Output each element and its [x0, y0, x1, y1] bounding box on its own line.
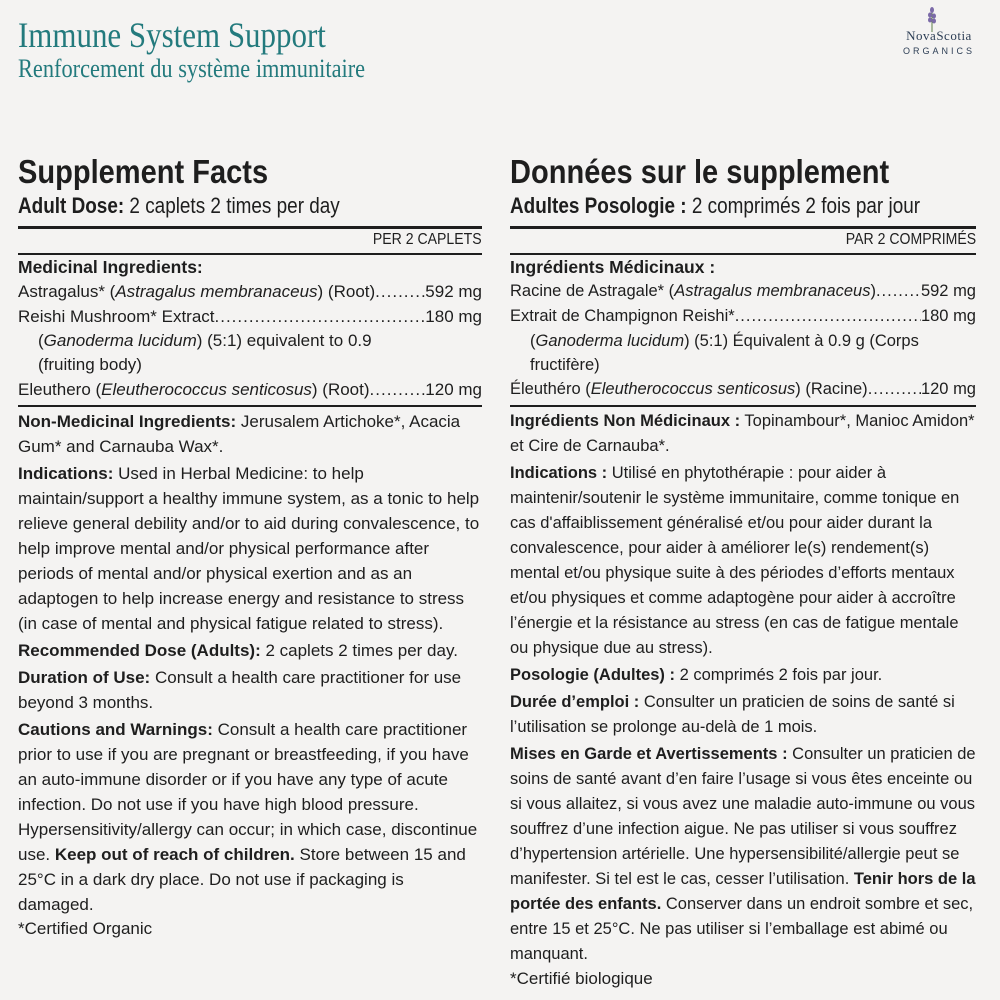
medicinal-heading: Ingrédients Médicinaux : — [510, 257, 716, 277]
section-title: Données sur le supplement — [510, 153, 890, 190]
dose-label: Adultes Posologie : — [510, 193, 687, 218]
duration: Duration of Use: Consult a health care practitioner for use beyond 3 months. — [18, 668, 462, 712]
title-french: Renforcement du système immunitaire — [18, 54, 366, 83]
indications: Indications : Utilisé en phytothérapie : pour aider à maintenir/soutenir le système immunitaire, comme tonique en cas d'affaiblissement généralisé et/ou pour aider durant la convalescence, pour aider à améliorer le(s) rendement(s) mental et/ou physique suite à des périodes d’efforts mentaux et/ou physiques et comme adaptogène pour aider à accroître l’énergie et la résistance au stress (en cas de fatigue mentale ou physique due au stress). — [510, 464, 960, 657]
ingredient-row: Astragalus* (Astragalus membranaceus) (Root) ..... 592 mg — [18, 279, 482, 304]
ingredient-detail: (Ganoderma lucidum) (5:1) Équivalent à 0.9 g (Corps fructifère) — [530, 332, 919, 374]
adult-dose — [510, 192, 921, 220]
cautions: Cautions and Warnings: Consult a health care practitioner prior to use if you are pregnant or breastfeeding, if you have an auto-immune disorder or if you have any type of acute infection. Do not use if you have high blood pressure. Hypersensitivity/allergy can occur; in which case, discontinue use. Keep out of reach of children. Store between 15 and 25°C in a dark dry place. Do not use if packaging is damaged. — [18, 720, 478, 914]
footnote: *Certifié biologique — [510, 969, 653, 988]
brand-name: NovaScotia — [906, 28, 972, 43]
supplement-facts-fr — [510, 152, 976, 991]
title-english: Immune System Support — [18, 15, 326, 55]
footnote: *Certified Organic — [18, 919, 153, 938]
posology: Posologie (Adultes) : 2 comprimés 2 fois par jour. — [510, 666, 883, 684]
per-serving — [510, 229, 976, 253]
recommended-dose: Recommended Dose (Adults): 2 caplets 2 times per day. — [18, 641, 458, 660]
ingredient-row: Reishi Mushroom* Extract ..... 180 mg — [18, 304, 482, 329]
ingredient-row: Racine de Astragale* (Astragalus membranaceus) ..... 592 mg — [510, 279, 976, 304]
divider — [18, 405, 482, 407]
indications: Indications: Used in Herbal Medicine: to help maintain/support a healthy immune system, as a tonic to help relieve general debility and/or to aid during convalescence, to help improve mental and/or physical performance after periods of mental and/or physical exertion and as an adaptogen to help increase energy and resistance to stress (in case of mental and physical fatigue related to stress). — [18, 464, 480, 633]
divider — [510, 405, 976, 407]
per-serving — [18, 229, 482, 253]
brand-logo — [888, 6, 990, 64]
medicinal-heading: Medicinal Ingredients: — [18, 257, 203, 277]
duration: Durée d’emploi : Consulter un praticien de soins de santé si l’utilisation se prolonge au-delà de 1 mois. — [510, 693, 955, 736]
dose-value: 2 caplets 2 times per day — [124, 193, 340, 218]
ingredient-row: Extrait de Champignon Reishi* ..... 180 mg — [510, 304, 976, 329]
ingredient-row: Eleuthero (Eleutherococcus senticosus) (Root) ..... 120 mg — [18, 377, 482, 402]
dose-value: 2 comprimés 2 fois par jour — [686, 193, 921, 218]
dose-label: Adult Dose: — [18, 193, 125, 218]
brand-subtitle: ORGANICS — [902, 46, 975, 56]
section-title: Supplement Facts — [18, 153, 269, 190]
ingredient-detail: (Ganoderma lucidum) (5:1) equivalent to 0.9 (fruiting body) — [38, 331, 372, 374]
per-label: PER 2 CAPLETS — [373, 231, 482, 248]
per-label: PAR 2 COMPRIMÉS — [845, 231, 976, 248]
adult-dose — [18, 192, 417, 220]
non-medicinal: Non-Medicinal Ingredients: Jerusalem Artichoke*, Acacia Gum* and Carnauba Wax*. — [18, 412, 461, 456]
ingredient-row: Éleuthéro (Eleutherococcus senticosus) (Racine) ..... 120 mg — [510, 377, 976, 402]
cautions: Mises en Garde et Avertissements : Consulter un praticien de soins de santé avant d’en faire l’usage si vous êtes enceinte ou si vous allaitez, si vous avez une maladie auto-immune ou vous souffrez d’une infection aigue. Ne pas utiliser si vous souffrez d’hypertension artérielle. Une hypersensibilité/allergie peut se manifester. Si tel est le cas, cesser l’utilisation. Tenir hors de la portée des enfants. Conserver dans un endroit sombre et sec, entre 15 et 25°C. Ne pas utiliser si l’emballage est abimé ou manquant. — [510, 745, 976, 963]
supplement-facts-en — [18, 152, 482, 941]
non-medicinal: Ingrédients Non Médicinaux : Topinambour*, Manioc Amidon* et Cire de Carnauba*. — [510, 412, 975, 455]
